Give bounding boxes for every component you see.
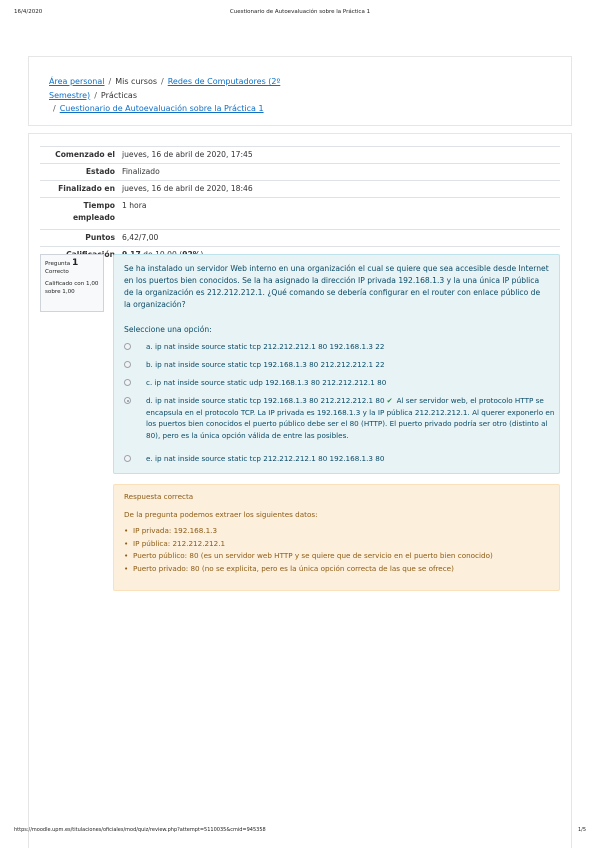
- radio-button[interactable]: [124, 361, 131, 368]
- breadcrumb: [49, 75, 369, 116]
- summary-value: jueves, 16 de abril de 2020, 18:46: [122, 181, 560, 198]
- question-number: 1: [71, 258, 79, 268]
- radio-button-checked[interactable]: [124, 397, 131, 404]
- question-info: [40, 254, 104, 312]
- question-text: Se ha instalado un servidor Web interno en una organización el cual se quiere que sea accesible desde Internet en los puertos bien conocidos. Se la ha asignado la dirección IP privada 192.168.1.3 y la una única IP pública de la organización es 212.212.212.1. ¿Qué comando se debería configurar en el router con enlace público de la organización?: [124, 264, 549, 309]
- breadcrumb-link-course[interactable]: Redes de Computadores (2º Semestre): [49, 77, 281, 100]
- breadcrumb-separator: /: [53, 104, 56, 113]
- summary-value: jueves, 16 de abril de 2020, 17:45: [122, 147, 560, 164]
- feedback-intro: De la pregunta podemos extraer los siguientes datos:: [124, 510, 318, 519]
- option-text: a. ip nat inside source static tcp 212.212.212.1 80 192.168.1.3 22: [146, 342, 385, 351]
- feedback-list: [124, 525, 493, 575]
- question-box: [113, 254, 560, 474]
- summary-key: Comenzado el: [40, 147, 122, 164]
- breadcrumb-separator: /: [161, 77, 164, 86]
- option-text: d. ip nat inside source static tcp 192.168.1.3 80 212.212.212.1 80: [146, 396, 385, 405]
- summary-value: Finalizado: [122, 164, 560, 181]
- option-text-correct: [146, 395, 558, 441]
- feedback-title: Respuesta correcta: [124, 492, 194, 501]
- print-header: [14, 9, 586, 19]
- select-option-label: Seleccione una opción:: [124, 325, 212, 334]
- breadcrumb-link-area-personal[interactable]: Área personal: [49, 77, 105, 86]
- summary-value: 6,42/7,00: [122, 230, 560, 247]
- breadcrumb-separator: /: [94, 90, 97, 100]
- option-text: e. ip nat inside source static tcp 212.212.212.1 80 192.168.1.3 80: [146, 454, 385, 463]
- summary-row: [40, 164, 560, 181]
- summary-key: Puntos: [40, 230, 122, 247]
- attempt-summary-table: [40, 146, 560, 263]
- summary-key: Tiempo empleado: [40, 198, 122, 230]
- check-icon: ✔: [386, 396, 393, 405]
- breadcrumb-separator: /: [108, 77, 112, 86]
- print-date: 16/4/2020: [14, 9, 43, 15]
- breadcrumb-link-quiz[interactable]: Cuestionario de Autoevaluación sobre la Práctica 1: [59, 104, 264, 113]
- print-footer: [14, 827, 586, 837]
- list-item: • IP privada: 192.168.1.3: [124, 525, 493, 538]
- list-item: • IP pública: 212.212.212.1: [124, 538, 493, 551]
- question-label: Pregunta: [45, 261, 71, 267]
- summary-row: [40, 230, 560, 247]
- option-text: b. ip nat inside source static tcp 192.168.1.3 80 212.212.212.1 22: [146, 360, 385, 369]
- breadcrumb-card: [28, 56, 572, 126]
- print-url: https://moodle.upm.es/titulaciones/oficiales/mod/quiz/review.php?attempt=5110035&cmid=945358: [14, 827, 266, 833]
- summary-value: 1 hora: [122, 198, 560, 230]
- radio-button[interactable]: [124, 455, 131, 462]
- list-item: • Puerto privado: 80 (no se explicita, pero es la única opción correcta de las que se ofrece): [124, 563, 493, 576]
- breadcrumb-item-mis-cursos: Mis cursos: [115, 77, 158, 86]
- option-explanation: Al ser servidor web, el protocolo HTTP se encapsula en el protocolo TCP. La IP privada es 192.168.1.3 y la IP pública 212.212.212.1. Al querer exponerlo en los puertos bien conocidos el puerto público debe ser el 80 (HTTP). El puerto privado podría ser otro (distinto al 80), pero es la única opción válida de entre las posibles.: [146, 396, 555, 440]
- question-state: Correcto: [45, 269, 69, 275]
- summary-row: [40, 147, 560, 164]
- radio-button[interactable]: [124, 379, 131, 386]
- print-title: Cuestionario de Autoevaluación sobre la Práctica 1: [229, 9, 371, 15]
- summary-row: [40, 198, 560, 230]
- option-text: c. ip nat inside source static udp 192.168.1.3 80 212.212.212.1 80: [146, 378, 387, 387]
- feedback-box: [113, 484, 560, 591]
- radio-button[interactable]: [124, 343, 131, 350]
- summary-key: Estado: [40, 164, 122, 181]
- list-item: • Puerto público: 80 (es un servidor web HTTP y se quiere que de servicio en el puerto bien conocido): [124, 550, 493, 563]
- summary-key: Finalizado en: [40, 181, 122, 198]
- breadcrumb-item-practicas: Prácticas: [100, 90, 137, 100]
- print-page-count: 1/5: [577, 827, 586, 833]
- question-grade: Calificado con 1,00 sobre 1,00: [45, 281, 99, 295]
- summary-row: [40, 181, 560, 198]
